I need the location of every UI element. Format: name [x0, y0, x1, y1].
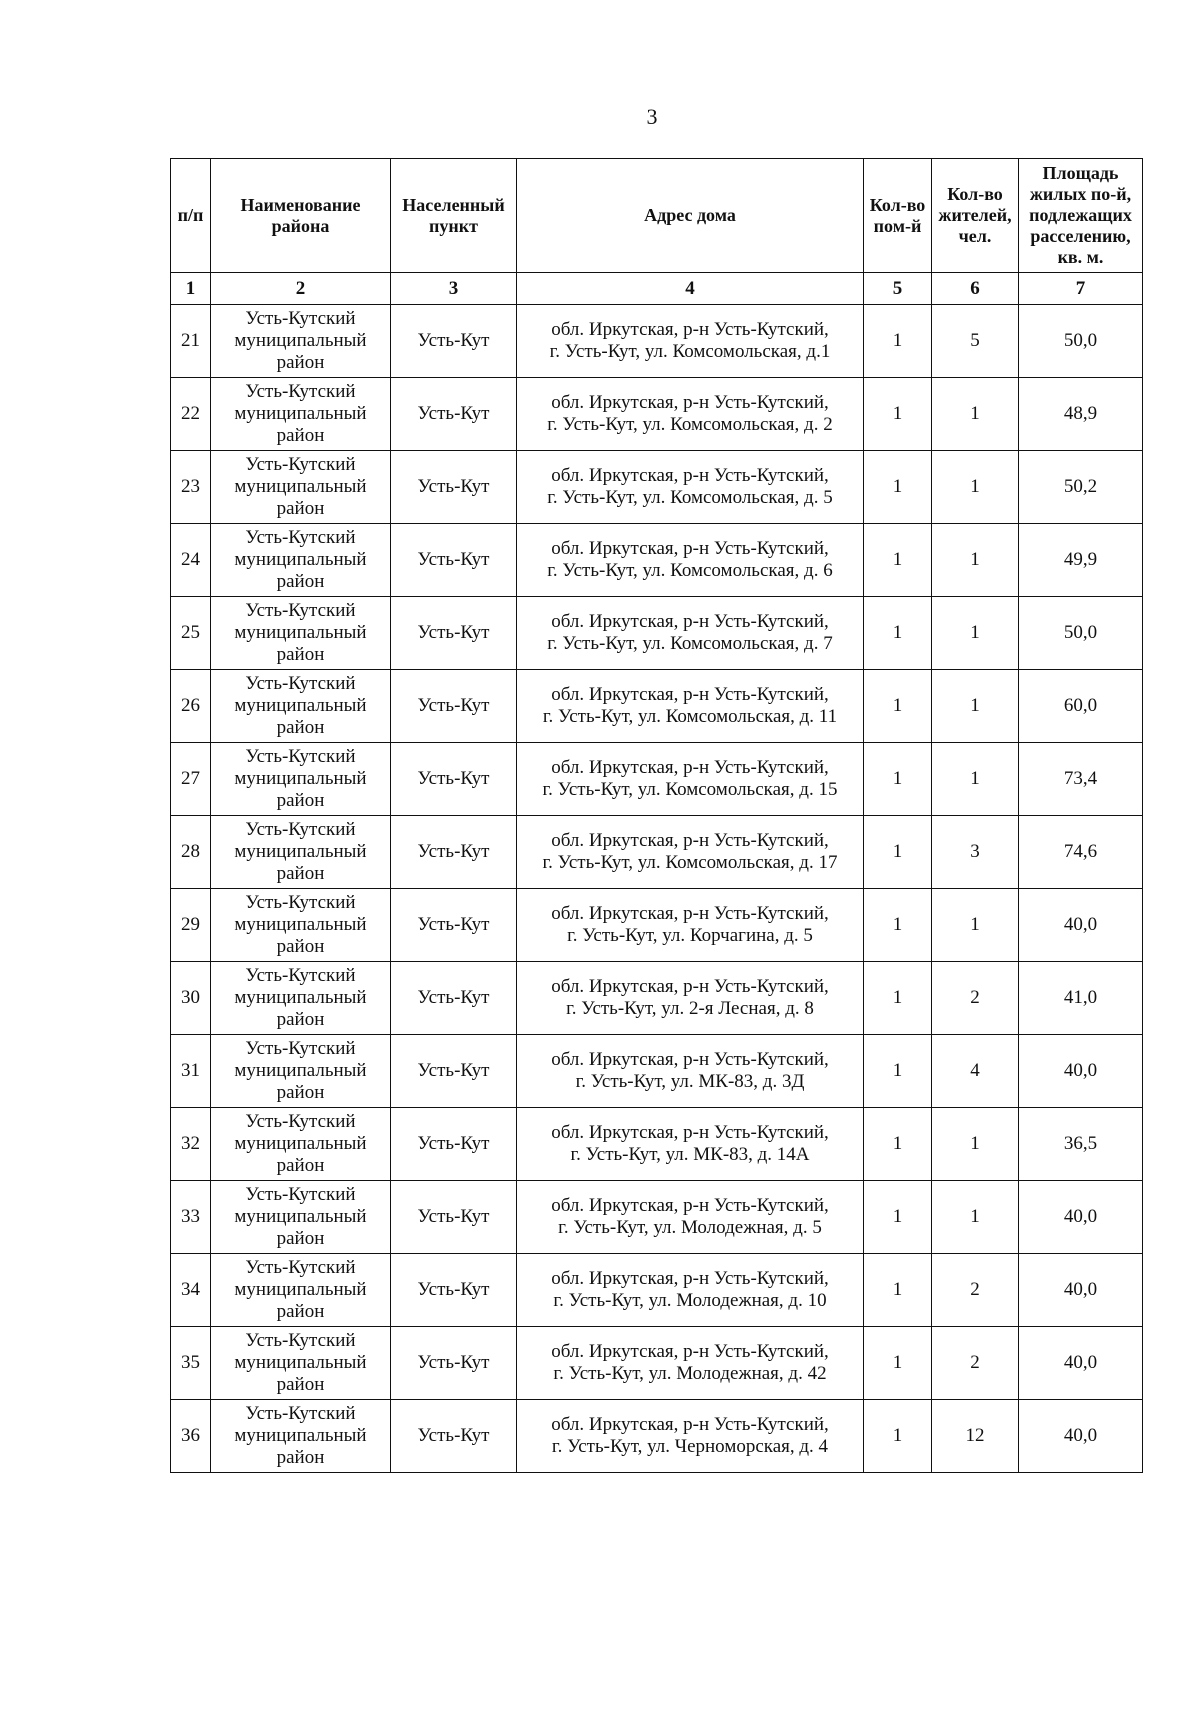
table-row	[171, 743, 1143, 816]
table-row	[171, 962, 1143, 1035]
row-number: 31	[171, 1035, 211, 1108]
rooms-count: 1	[864, 1181, 932, 1254]
living-area: 73,4	[1019, 743, 1143, 816]
table-row	[171, 378, 1143, 451]
header-area: Площадь жилых по-й, подлежащих расселению, кв. м.	[1019, 159, 1143, 273]
residents-count: 12	[932, 1400, 1019, 1473]
locality-name: Усть-Кут	[391, 816, 517, 889]
table-row	[171, 1400, 1143, 1473]
living-area: 60,0	[1019, 670, 1143, 743]
living-area: 36,5	[1019, 1108, 1143, 1181]
column-number: 5	[864, 273, 932, 305]
residents-count: 1	[932, 1108, 1019, 1181]
district-name: Усть-Кутский муниципальный район	[211, 962, 391, 1035]
row-number: 30	[171, 962, 211, 1035]
locality-name: Усть-Кут	[391, 1400, 517, 1473]
house-address: обл. Иркутская, р-н Усть-Кутский, г. Усть-Кут, ул. Комсомольская, д. 5	[517, 451, 864, 524]
column-number: 4	[517, 273, 864, 305]
rooms-count: 1	[864, 1108, 932, 1181]
living-area: 40,0	[1019, 1327, 1143, 1400]
rooms-count: 1	[864, 816, 932, 889]
residents-count: 1	[932, 524, 1019, 597]
header-locality: Населенный пункт	[391, 159, 517, 273]
district-name: Усть-Кутский муниципальный район	[211, 597, 391, 670]
living-area: 50,0	[1019, 597, 1143, 670]
district-name: Усть-Кутский муниципальный район	[211, 378, 391, 451]
locality-name: Усть-Кут	[391, 1181, 517, 1254]
residents-count: 1	[932, 1181, 1019, 1254]
district-name: Усть-Кутский муниципальный район	[211, 670, 391, 743]
housing-register-table	[170, 158, 1143, 1473]
row-number: 35	[171, 1327, 211, 1400]
residents-count: 5	[932, 305, 1019, 378]
table-row	[171, 597, 1143, 670]
living-area: 74,6	[1019, 816, 1143, 889]
residents-count: 1	[932, 451, 1019, 524]
rooms-count: 1	[864, 378, 932, 451]
locality-name: Усть-Кут	[391, 524, 517, 597]
residents-count: 2	[932, 1327, 1019, 1400]
rooms-count: 1	[864, 1254, 932, 1327]
house-address: обл. Иркутская, р-н Усть-Кутский, г. Усть-Кут, ул. МК-83, д. 3Д	[517, 1035, 864, 1108]
rooms-count: 1	[864, 1327, 932, 1400]
living-area: 48,9	[1019, 378, 1143, 451]
column-number: 7	[1019, 273, 1143, 305]
living-area: 40,0	[1019, 1400, 1143, 1473]
house-address: обл. Иркутская, р-н Усть-Кутский, г. Усть-Кут, ул. Комсомольская, д. 17	[517, 816, 864, 889]
house-address: обл. Иркутская, р-н Усть-Кутский, г. Усть-Кут, ул. Комсомольская, д.1	[517, 305, 864, 378]
rooms-count: 1	[864, 451, 932, 524]
rooms-count: 1	[864, 1400, 932, 1473]
living-area: 40,0	[1019, 1254, 1143, 1327]
living-area: 40,0	[1019, 1181, 1143, 1254]
table-row	[171, 889, 1143, 962]
locality-name: Усть-Кут	[391, 1108, 517, 1181]
table-row	[171, 1181, 1143, 1254]
row-number: 29	[171, 889, 211, 962]
district-name: Усть-Кутский муниципальный район	[211, 1327, 391, 1400]
district-name: Усть-Кутский муниципальный район	[211, 1254, 391, 1327]
living-area: 49,9	[1019, 524, 1143, 597]
table-body	[171, 273, 1143, 1473]
residents-count: 2	[932, 1254, 1019, 1327]
locality-name: Усть-Кут	[391, 597, 517, 670]
house-address: обл. Иркутская, р-н Усть-Кутский, г. Усть-Кут, ул. МК-83, д. 14А	[517, 1108, 864, 1181]
locality-name: Усть-Кут	[391, 743, 517, 816]
living-area: 41,0	[1019, 962, 1143, 1035]
header-rooms: Кол-во пом-й	[864, 159, 932, 273]
house-address: обл. Иркутская, р-н Усть-Кутский, г. Усть-Кут, ул. Комсомольская, д. 15	[517, 743, 864, 816]
rooms-count: 1	[864, 597, 932, 670]
living-area: 40,0	[1019, 889, 1143, 962]
column-number: 3	[391, 273, 517, 305]
locality-name: Усть-Кут	[391, 451, 517, 524]
district-name: Усть-Кутский муниципальный район	[211, 1108, 391, 1181]
table-row	[171, 305, 1143, 378]
district-name: Усть-Кутский муниципальный район	[211, 1400, 391, 1473]
header-residents: Кол-во жителей, чел.	[932, 159, 1019, 273]
locality-name: Усть-Кут	[391, 1035, 517, 1108]
house-address: обл. Иркутская, р-н Усть-Кутский, г. Усть-Кут, ул. Комсомольская, д. 11	[517, 670, 864, 743]
residents-count: 1	[932, 889, 1019, 962]
page-number: 3	[646, 104, 658, 129]
rooms-count: 1	[864, 305, 932, 378]
house-address: обл. Иркутская, р-н Усть-Кутский, г. Усть-Кут, ул. Комсомольская, д. 7	[517, 597, 864, 670]
row-number: 26	[171, 670, 211, 743]
row-number: 32	[171, 1108, 211, 1181]
rooms-count: 1	[864, 524, 932, 597]
header-address: Адрес дома	[517, 159, 864, 273]
living-area: 50,0	[1019, 305, 1143, 378]
column-number: 2	[211, 273, 391, 305]
district-name: Усть-Кутский муниципальный район	[211, 305, 391, 378]
house-address: обл. Иркутская, р-н Усть-Кутский, г. Усть-Кут, ул. Комсомольская, д. 2	[517, 378, 864, 451]
row-number: 22	[171, 378, 211, 451]
row-number: 27	[171, 743, 211, 816]
locality-name: Усть-Кут	[391, 670, 517, 743]
locality-name: Усть-Кут	[391, 889, 517, 962]
row-number: 24	[171, 524, 211, 597]
row-number: 28	[171, 816, 211, 889]
house-address: обл. Иркутская, р-н Усть-Кутский, г. Усть-Кут, ул. Комсомольская, д. 6	[517, 524, 864, 597]
column-number-row	[171, 273, 1143, 305]
district-name: Усть-Кутский муниципальный район	[211, 816, 391, 889]
table-row	[171, 524, 1143, 597]
house-address: обл. Иркутская, р-н Усть-Кутский, г. Усть-Кут, ул. Корчагина, д. 5	[517, 889, 864, 962]
house-address: обл. Иркутская, р-н Усть-Кутский, г. Усть-Кут, ул. 2-я Лесная, д. 8	[517, 962, 864, 1035]
residents-count: 1	[932, 743, 1019, 816]
table-row	[171, 451, 1143, 524]
table-row	[171, 1035, 1143, 1108]
row-number: 34	[171, 1254, 211, 1327]
locality-name: Усть-Кут	[391, 1254, 517, 1327]
locality-name: Усть-Кут	[391, 962, 517, 1035]
row-number: 21	[171, 305, 211, 378]
residents-count: 4	[932, 1035, 1019, 1108]
table-row	[171, 1108, 1143, 1181]
house-address: обл. Иркутская, р-н Усть-Кутский, г. Усть-Кут, ул. Молодежная, д. 42	[517, 1327, 864, 1400]
row-number: 25	[171, 597, 211, 670]
district-name: Усть-Кутский муниципальный район	[211, 889, 391, 962]
rooms-count: 1	[864, 670, 932, 743]
table-row	[171, 816, 1143, 889]
row-number: 36	[171, 1400, 211, 1473]
column-number: 1	[171, 273, 211, 305]
district-name: Усть-Кутский муниципальный район	[211, 743, 391, 816]
residents-count: 1	[932, 597, 1019, 670]
rooms-count: 1	[864, 743, 932, 816]
district-name: Усть-Кутский муниципальный район	[211, 524, 391, 597]
residents-count: 1	[932, 670, 1019, 743]
table-row	[171, 670, 1143, 743]
rooms-count: 1	[864, 1035, 932, 1108]
living-area: 40,0	[1019, 1035, 1143, 1108]
header-district: Наименование района	[211, 159, 391, 273]
house-address: обл. Иркутская, р-н Усть-Кутский, г. Усть-Кут, ул. Черноморская, д. 4	[517, 1400, 864, 1473]
district-name: Усть-Кутский муниципальный район	[211, 451, 391, 524]
house-address: обл. Иркутская, р-н Усть-Кутский, г. Усть-Кут, ул. Молодежная, д. 5	[517, 1181, 864, 1254]
district-name: Усть-Кутский муниципальный район	[211, 1181, 391, 1254]
rooms-count: 1	[864, 889, 932, 962]
house-address: обл. Иркутская, р-н Усть-Кутский, г. Усть-Кут, ул. Молодежная, д. 10	[517, 1254, 864, 1327]
locality-name: Усть-Кут	[391, 305, 517, 378]
row-number: 33	[171, 1181, 211, 1254]
column-number: 6	[932, 273, 1019, 305]
district-name: Усть-Кутский муниципальный район	[211, 1035, 391, 1108]
header-row	[171, 159, 1143, 273]
rooms-count: 1	[864, 962, 932, 1035]
row-number: 23	[171, 451, 211, 524]
locality-name: Усть-Кут	[391, 378, 517, 451]
residents-count: 3	[932, 816, 1019, 889]
header-index: п/п	[171, 159, 211, 273]
residents-count: 1	[932, 378, 1019, 451]
residents-count: 2	[932, 962, 1019, 1035]
table-row	[171, 1327, 1143, 1400]
locality-name: Усть-Кут	[391, 1327, 517, 1400]
table-row	[171, 1254, 1143, 1327]
living-area: 50,2	[1019, 451, 1143, 524]
